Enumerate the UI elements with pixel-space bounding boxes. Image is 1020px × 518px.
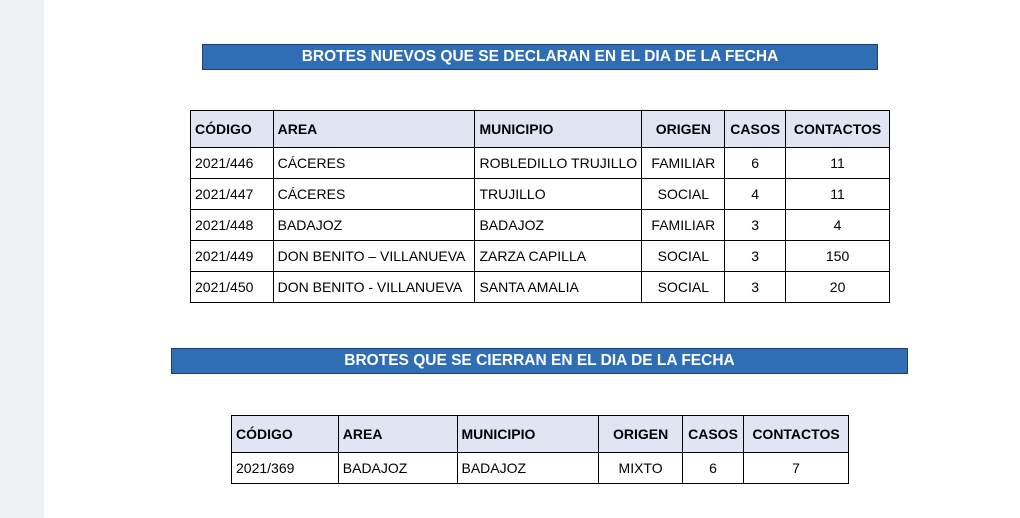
table-header-row — [232, 416, 849, 453]
cell-codigo: 2021/446 — [191, 148, 274, 179]
cell-area: BADAJOZ — [273, 210, 475, 241]
column-header-municipio: MUNICIPIO — [457, 416, 599, 453]
closed-outbreaks-title: BROTES QUE SE CIERRAN EN EL DIA DE LA FECHA — [171, 348, 908, 374]
cell-codigo: 2021/449 — [191, 241, 274, 272]
column-header-codigo: CÓDIGO — [191, 111, 274, 148]
cell-area: DON BENITO – VILLANUEVA — [273, 241, 475, 272]
cell-municipio: BADAJOZ — [457, 453, 599, 484]
cell-contactos: 11 — [786, 179, 890, 210]
cell-municipio: SANTA AMALIA — [475, 272, 642, 303]
cell-origen: SOCIAL — [642, 179, 725, 210]
cell-casos: 3 — [725, 272, 786, 303]
table-row — [232, 453, 849, 484]
cell-municipio: TRUJILLO — [475, 179, 642, 210]
cell-area: CÁCERES — [273, 179, 475, 210]
cell-origen: SOCIAL — [642, 272, 725, 303]
cell-contactos: 20 — [786, 272, 890, 303]
column-header-contactos: CONTACTOS — [744, 416, 849, 453]
cell-origen: MIXTO — [599, 453, 683, 484]
column-header-casos: CASOS — [725, 111, 786, 148]
column-header-casos: CASOS — [683, 416, 744, 453]
table-row — [191, 179, 890, 210]
table-row — [191, 210, 890, 241]
cell-contactos: 7 — [744, 453, 849, 484]
column-header-codigo: CÓDIGO — [232, 416, 339, 453]
cell-casos: 3 — [725, 241, 786, 272]
column-header-area: AREA — [338, 416, 457, 453]
new-outbreaks-title: BROTES NUEVOS QUE SE DECLARAN EN EL DIA DE LA FECHA — [202, 44, 878, 70]
column-header-contactos: CONTACTOS — [786, 111, 890, 148]
table-row — [191, 241, 890, 272]
column-header-origen: ORIGEN — [642, 111, 725, 148]
table-row — [191, 148, 890, 179]
cell-municipio: ROBLEDILLO TRUJILLO — [475, 148, 642, 179]
cell-origen: SOCIAL — [642, 241, 725, 272]
cell-area: CÁCERES — [273, 148, 475, 179]
cell-casos: 3 — [725, 210, 786, 241]
cell-contactos: 150 — [786, 241, 890, 272]
cell-codigo: 2021/447 — [191, 179, 274, 210]
table-row — [191, 272, 890, 303]
table-header-row — [191, 111, 890, 148]
column-header-municipio: MUNICIPIO — [475, 111, 642, 148]
cell-municipio: ZARZA CAPILLA — [475, 241, 642, 272]
closed-outbreaks-table — [231, 415, 849, 484]
cell-origen: FAMILIAR — [642, 210, 725, 241]
cell-codigo: 2021/450 — [191, 272, 274, 303]
cell-codigo: 2021/448 — [191, 210, 274, 241]
cell-area: DON BENITO - VILLANUEVA — [273, 272, 475, 303]
column-header-origen: ORIGEN — [599, 416, 683, 453]
cell-casos: 6 — [683, 453, 744, 484]
cell-casos: 6 — [725, 148, 786, 179]
cell-origen: FAMILIAR — [642, 148, 725, 179]
new-outbreaks-table — [190, 110, 890, 303]
cell-contactos: 11 — [786, 148, 890, 179]
cell-municipio: BADAJOZ — [475, 210, 642, 241]
cell-casos: 4 — [725, 179, 786, 210]
cell-codigo: 2021/369 — [232, 453, 339, 484]
cell-contactos: 4 — [786, 210, 890, 241]
column-header-area: AREA — [273, 111, 475, 148]
cell-area: BADAJOZ — [338, 453, 457, 484]
